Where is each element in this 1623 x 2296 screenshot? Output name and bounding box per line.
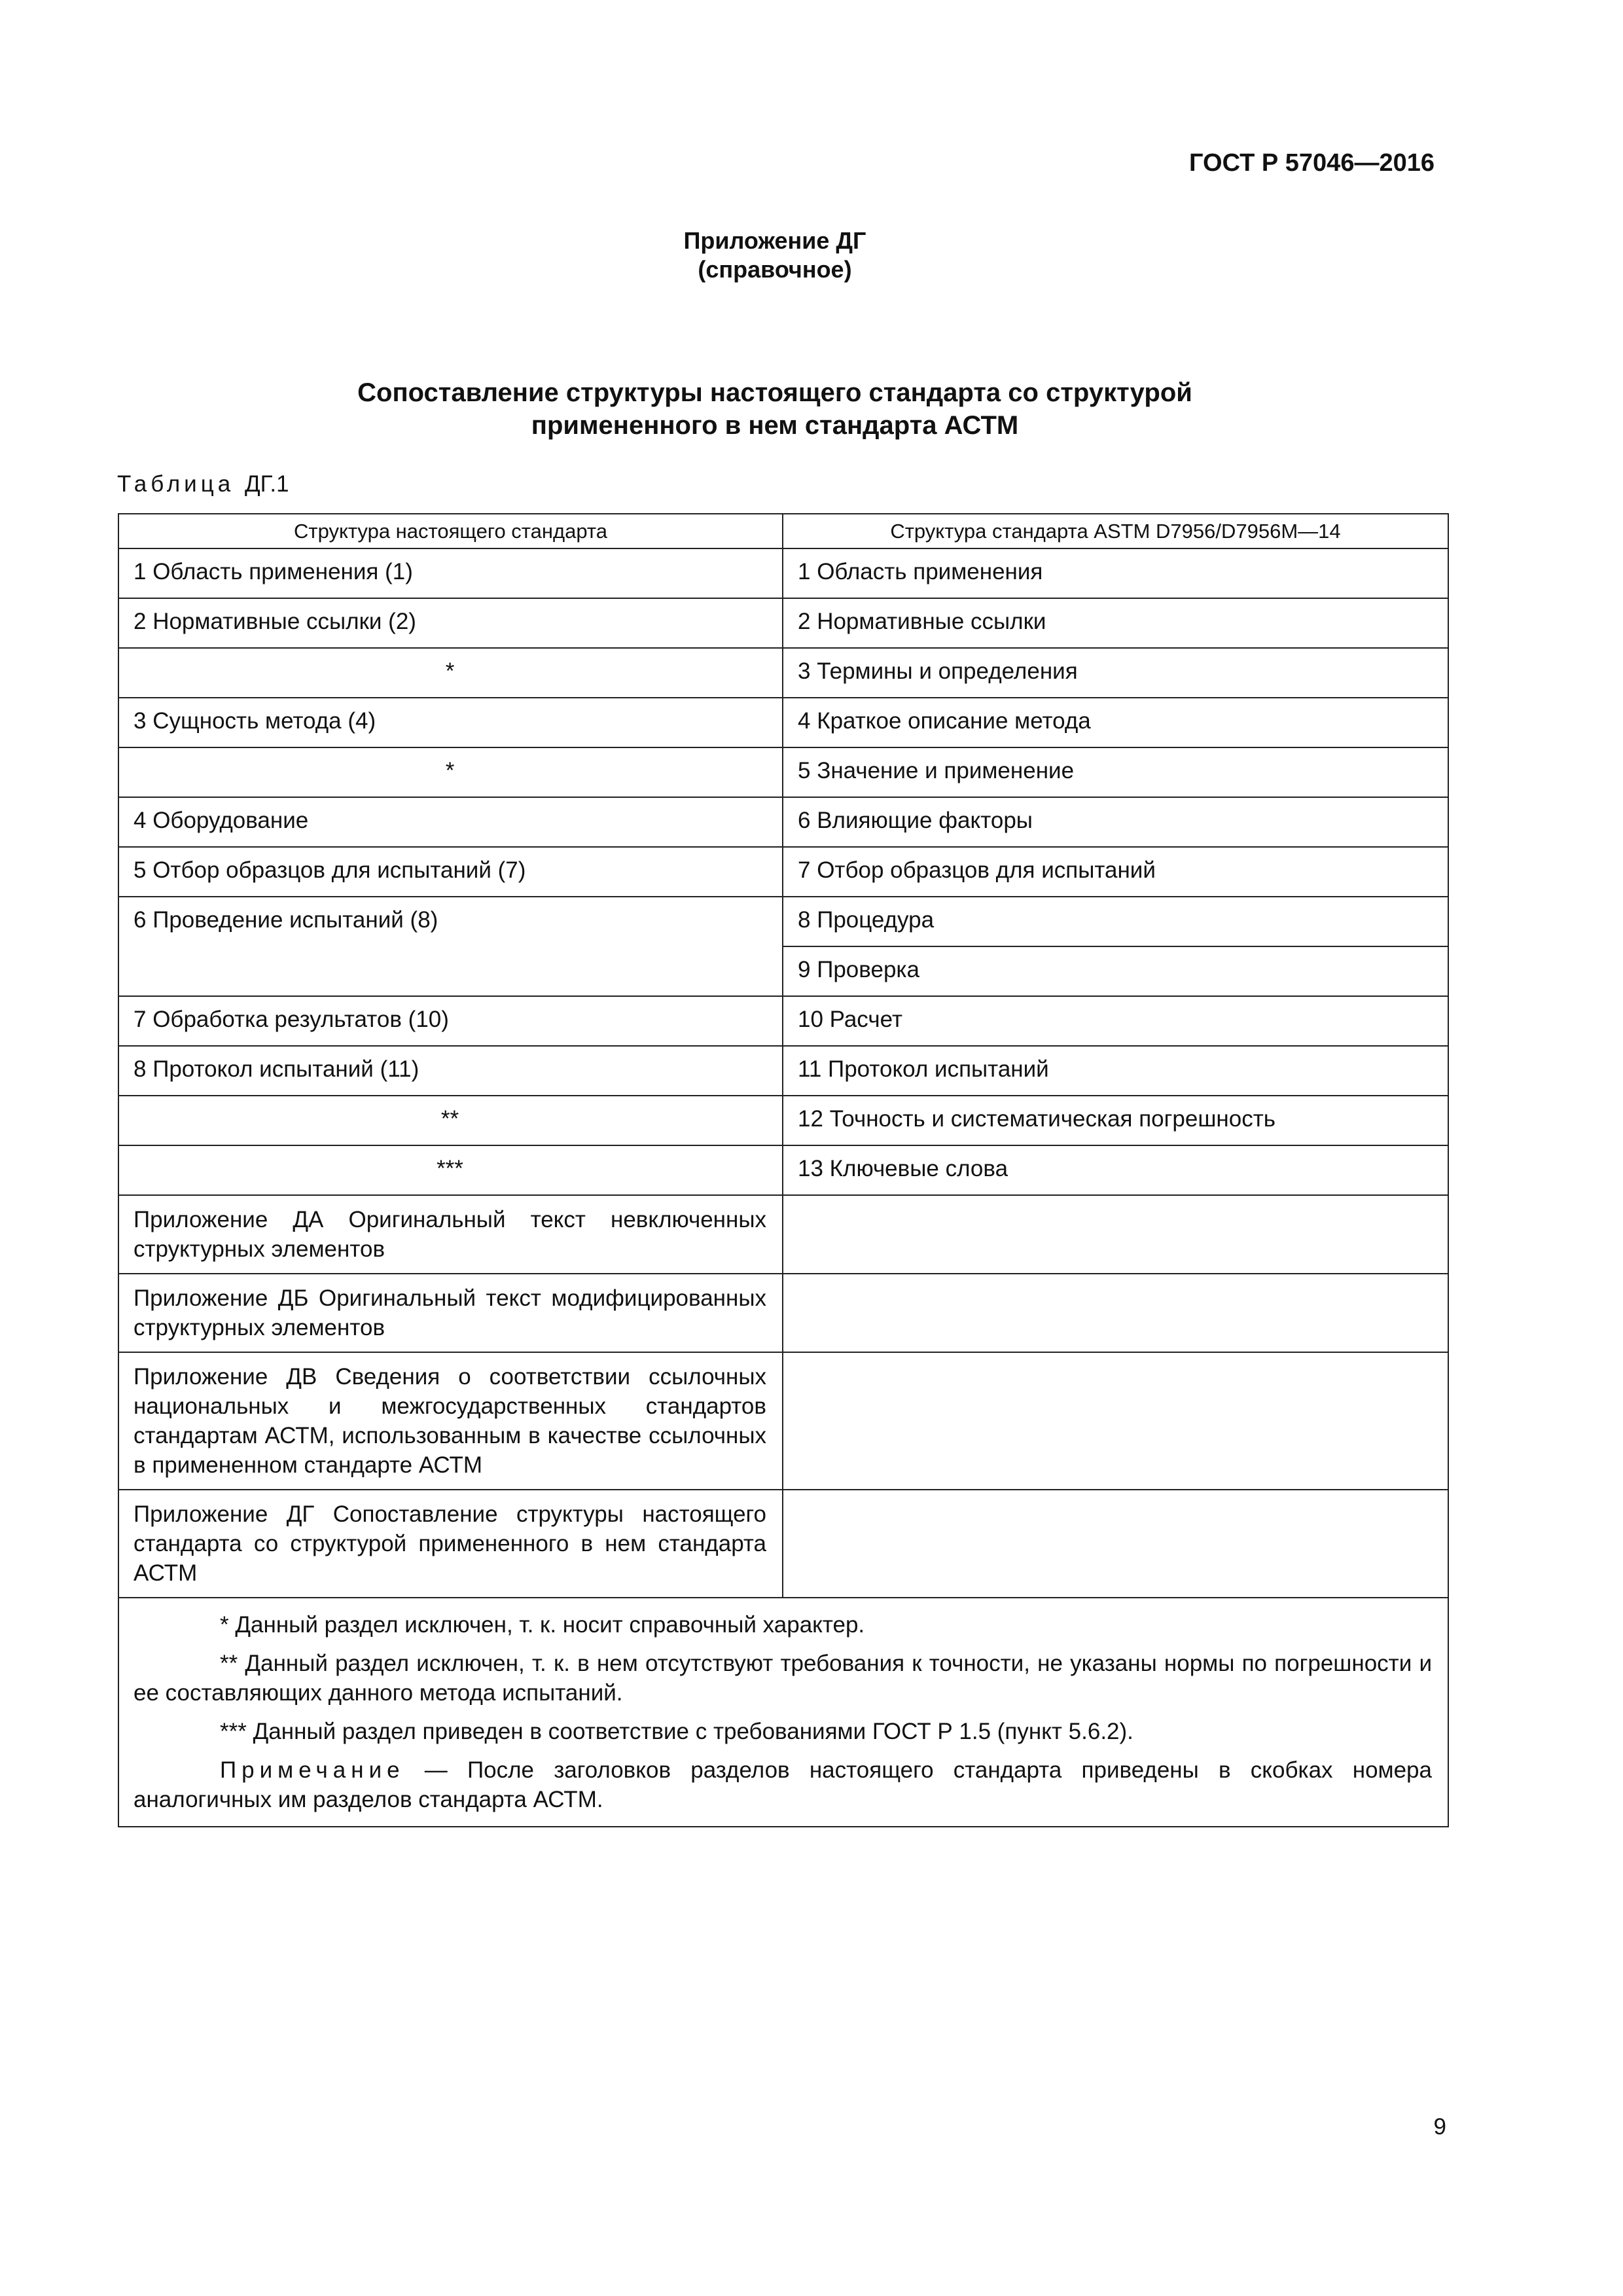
table-row <box>118 1274 1448 1352</box>
cell-right: 12 Точность и систематическая погрешность <box>783 1096 1448 1145</box>
document-code: ГОСТ Р 57046—2016 <box>1189 149 1435 177</box>
cell-right: 11 Протокол испытаний <box>783 1046 1448 1096</box>
appendix-subtitle: (справочное) <box>698 256 852 283</box>
cell-left: 8 Протокол испытаний (11) <box>118 1046 783 1096</box>
table-row <box>118 1195 1448 1274</box>
table-row <box>118 598 1448 648</box>
table-row <box>118 797 1448 847</box>
cell-right: 2 Нормативные ссылки <box>783 598 1448 648</box>
table-notes <box>118 1598 1448 1827</box>
cell-right: 13 Ключевые слова <box>783 1145 1448 1195</box>
table-row <box>118 1490 1448 1598</box>
table-row <box>118 548 1448 598</box>
table-label-number: ДГ.1 <box>244 471 289 497</box>
cell-right <box>783 1195 1448 1274</box>
table-note <box>134 1755 1432 1814</box>
cell-left: 2 Нормативные ссылки (2) <box>118 598 783 648</box>
section-title-line-1: Сопоставление структуры настоящего стандарта со структурой <box>357 378 1192 407</box>
table-row <box>118 1046 1448 1096</box>
table-notes-row <box>118 1598 1448 1827</box>
appendix-heading <box>0 226 1550 284</box>
structure-comparison-table <box>118 513 1449 1827</box>
header-this-standard: Структура настоящего стандарта <box>118 514 783 548</box>
footnote-double-asterisk: ** Данный раздел исключен, т. к. в нем отсутствуют требования к точности, не указаны нормы по погрешности и ее составляющих данного метода испытаний. <box>134 1651 1432 1706</box>
cell-right: 6 Влияющие факторы <box>783 797 1448 847</box>
cell-left: ** <box>118 1096 783 1145</box>
table-label <box>117 471 289 497</box>
table-note-text: — После заголовков разделов настоящего стандарта приведены в скобках номера аналогичных им разделов стандарта АСТМ. <box>134 1757 1432 1812</box>
cell-left: Приложение ДГ Сопоставление структуры настоящего стандарта со структурой примененного в нем стандарта АСТМ <box>118 1490 783 1598</box>
table-row <box>118 897 1448 946</box>
table-row <box>118 1352 1448 1490</box>
table-label-word: Таблица <box>117 471 235 497</box>
table-row <box>118 1096 1448 1145</box>
cell-left: 1 Область применения (1) <box>118 548 783 598</box>
page-number: 9 <box>1433 2114 1446 2140</box>
cell-left: Приложение ДА Оригинальный текст невключенных структурных элементов <box>118 1195 783 1274</box>
table-note-label: Примечание <box>220 1757 405 1783</box>
section-title-line-2: примененного в нем стандарта АСТМ <box>531 411 1019 440</box>
section-title <box>0 376 1550 442</box>
cell-left: 4 Оборудование <box>118 797 783 847</box>
footnote-triple-asterisk: *** Данный раздел приведен в соответствие с требованиями ГОСТ Р 1.5 (пункт 5.6.2). <box>220 1719 1133 1744</box>
table-row <box>118 747 1448 797</box>
footnote-single-asterisk: * Данный раздел исключен, т. к. носит справочный характер. <box>220 1612 865 1638</box>
cell-right <box>783 1490 1448 1598</box>
table-row <box>118 847 1448 897</box>
cell-left: Приложение ДБ Оригинальный текст модифицированных структурных элементов <box>118 1274 783 1352</box>
cell-right: 7 Отбор образцов для испытаний <box>783 847 1448 897</box>
cell-right: 4 Краткое описание метода <box>783 698 1448 747</box>
cell-right <box>783 1352 1448 1490</box>
table-row <box>118 1145 1448 1195</box>
header-astm-standard: Структура стандарта ASTM D7956/D7956M—14 <box>783 514 1448 548</box>
cell-right: 8 Процедура <box>783 897 1448 946</box>
table-row <box>118 648 1448 698</box>
cell-right: 10 Расчет <box>783 996 1448 1046</box>
cell-left: 5 Отбор образцов для испытаний (7) <box>118 847 783 897</box>
cell-right: 5 Значение и применение <box>783 747 1448 797</box>
appendix-title: Приложение ДГ <box>683 227 866 254</box>
table-row <box>118 996 1448 1046</box>
cell-left: 3 Сущность метода (4) <box>118 698 783 747</box>
table-header-row <box>118 514 1448 548</box>
cell-right <box>783 1274 1448 1352</box>
cell-right: 3 Термины и определения <box>783 648 1448 698</box>
cell-left: *** <box>118 1145 783 1195</box>
cell-left: Приложение ДВ Сведения о соответствии ссылочных национальных и межгосударственных стандартов стандартам АСТМ, использованным в качестве ссылочных в примененном стандарте АСТМ <box>118 1352 783 1490</box>
cell-right: 9 Проверка <box>783 946 1448 996</box>
cell-left: 7 Обработка результатов (10) <box>118 996 783 1046</box>
table-row <box>118 698 1448 747</box>
cell-left-merged: 6 Проведение испытаний (8) <box>118 897 783 996</box>
cell-left: * <box>118 747 783 797</box>
cell-right: 1 Область применения <box>783 548 1448 598</box>
cell-left: * <box>118 648 783 698</box>
